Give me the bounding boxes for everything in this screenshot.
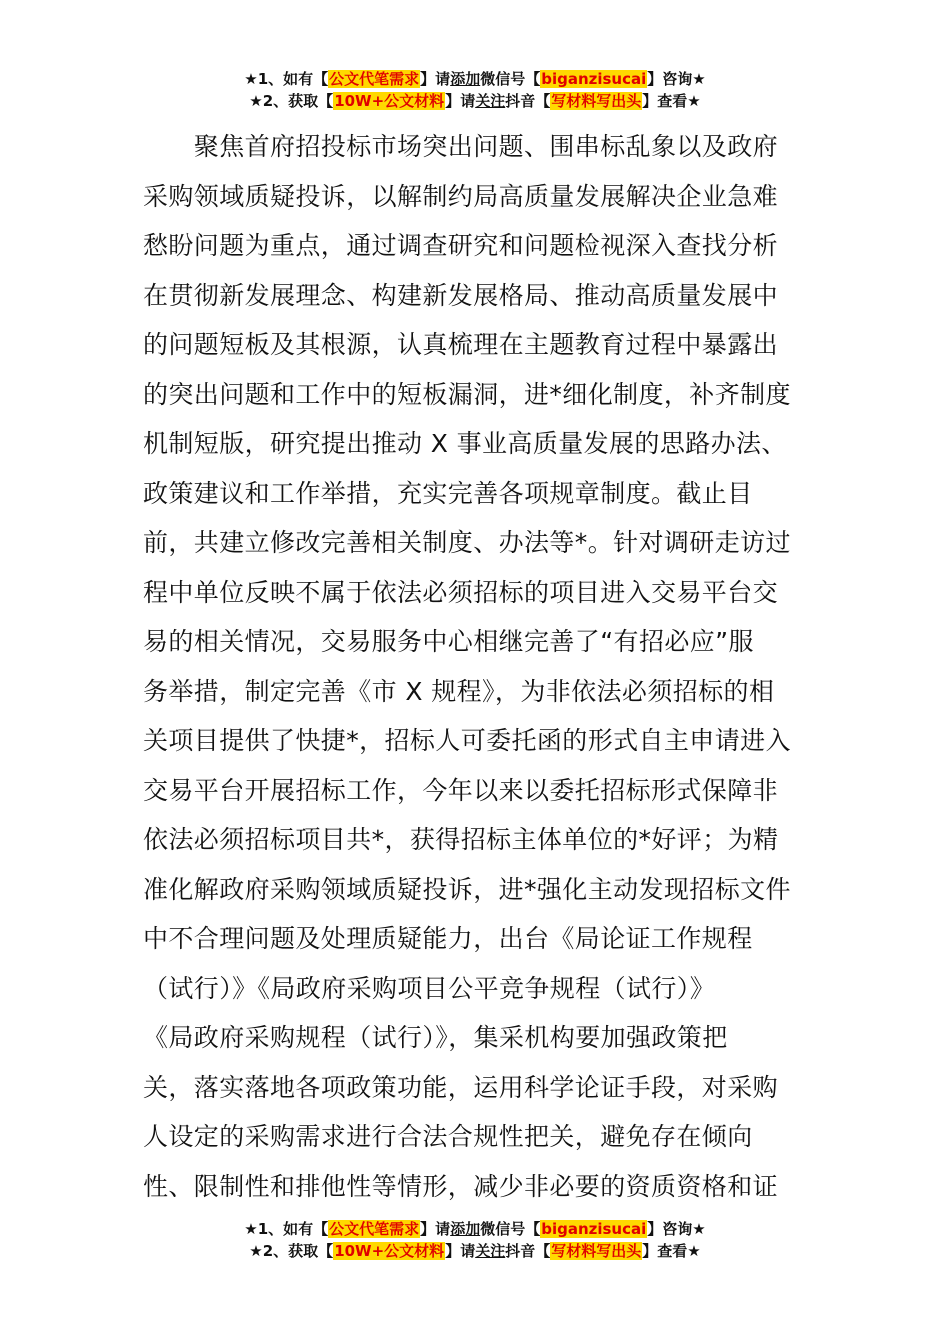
body-line: 易的相关情况，交易服务中心相继完善了“有招必应”服 — [143, 627, 754, 656]
body-line: 聚焦首府招投标市场突出问题、围串标乱象以及政府 — [143, 132, 779, 161]
header-banner — [0, 68, 950, 112]
banner-text: ★1、如有【 — [244, 70, 329, 88]
banner-text: 】请 — [445, 1242, 476, 1260]
body-line: 在贯彻新发展理念、构建新发展格局、推动高质量发展中 — [143, 280, 779, 310]
banner-highlight: 10W+公文材料 — [334, 1242, 445, 1260]
banner-highlight: biganzisucai — [541, 70, 647, 88]
body-line: 务举措，制定完善《市 X 规程》，为非依法必须招标的相 — [143, 676, 775, 706]
banner-emphasis: 关注 — [475, 92, 506, 110]
banner-highlight: 公文代笔需求 — [329, 70, 420, 88]
banner-emphasis: 关注 — [475, 1242, 506, 1260]
banner-line-2 — [0, 90, 950, 112]
banner-emphasis: 添加 — [450, 1220, 481, 1238]
banner-text: 】咨询★ — [647, 1220, 706, 1238]
banner-text: 抖音【 — [505, 92, 551, 110]
banner-emphasis: 添加 — [450, 70, 481, 88]
body-line: 程中单位反映不属于依法必须招标的项目进入交易平台交 — [143, 577, 779, 607]
body-line: 关，落实落地各项政策功能，运用科学论证手段，对采购 — [143, 1072, 779, 1102]
banner-text: 】咨询★ — [647, 70, 706, 88]
banner-highlight: 写材料写出头 — [551, 92, 642, 110]
body-line: 愁盼问题为重点，通过调查研究和问题检视深入查找分析 — [143, 231, 779, 260]
banner-text: ★1、如有【 — [244, 1220, 329, 1238]
banner-line-2 — [0, 1240, 950, 1262]
body-line: 依法必须招标项目共*，获得招标主体单位的*好评；为精 — [143, 825, 779, 854]
banner-text: 】请 — [445, 92, 476, 110]
banner-text: 微信号【 — [480, 1220, 541, 1238]
body-line: （试行）》《局政府采购项目公平竞争规程（试行）》 — [143, 973, 716, 1003]
footer-banner — [0, 1218, 950, 1262]
body-line: 机制短版，研究提出推动 X 事业高质量发展的思路办法、 — [143, 429, 787, 458]
banner-text: 】请 — [420, 1220, 451, 1238]
banner-text: ★2、获取【 — [249, 92, 334, 110]
banner-text: 】请 — [420, 70, 451, 88]
banner-line-1 — [0, 68, 950, 90]
banner-text: 】查看★ — [642, 1242, 701, 1260]
banner-highlight: 写材料写出头 — [551, 1242, 642, 1260]
banner-text: 抖音【 — [505, 1242, 551, 1260]
body-line: 性、限制性和排他性等情形，减少非必要的资质资格和证 — [143, 1171, 779, 1201]
banner-text: 】查看★ — [642, 92, 701, 110]
body-line: 前，共建立修改完善相关制度、办法等*。针对调研走访过 — [143, 528, 791, 557]
body-line: 准化解政府采购领域质疑投诉，进*强化主动发现招标文件 — [143, 874, 791, 904]
document-body — [143, 122, 808, 1211]
body-line: 人设定的采购需求进行合法合规性把关，避免存在倾向 — [143, 1122, 753, 1151]
banner-line-1 — [0, 1218, 950, 1240]
body-line: 的问题短板及其根源，认真梳理在主题教育过程中暴露出 — [143, 330, 779, 359]
body-line: 采购领域质疑投诉，以解制约局高质量发展解决企业急难 — [143, 181, 779, 211]
body-line: 中不合理问题及处理质疑能力，出台《局论证工作规程 — [143, 924, 753, 953]
banner-text: 微信号【 — [480, 70, 541, 88]
body-line: 《局政府采购规程（试行）》，集采机构要加强政策把 — [143, 1023, 728, 1052]
body-line: 关项目提供了快捷*，招标人可委托函的形式自主申请进入 — [143, 726, 791, 755]
body-line: 的突出问题和工作中的短板漏洞，进*细化制度，补齐制度 — [143, 379, 791, 409]
banner-highlight: 公文代笔需求 — [329, 1220, 420, 1238]
banner-highlight: biganzisucai — [541, 1220, 647, 1238]
body-line: 政策建议和工作举措，充实完善各项规章制度。截止目 — [143, 478, 753, 508]
banner-text: ★2、获取【 — [249, 1242, 334, 1260]
body-line: 交易平台开展招标工作，今年以来以委托招标形式保障非 — [143, 775, 779, 805]
banner-highlight: 10W+公文材料 — [334, 92, 445, 110]
